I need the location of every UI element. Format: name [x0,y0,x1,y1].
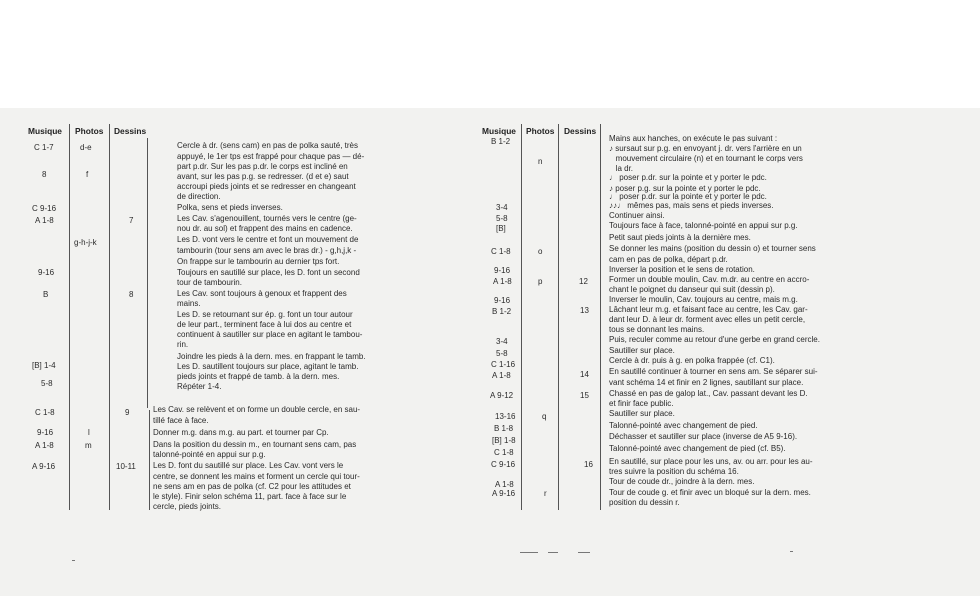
right-line: tous se donnant les mains. [609,325,705,334]
right-line: Talonné-pointé avec changement de pied (cf. B5). [609,444,786,453]
right-line: ♪ sursaut sur p.g. en envoyant j. dr. vers l'arrière en un [609,144,802,153]
right-musique: 9-16 [494,266,511,275]
scan-mark [790,551,793,552]
right-line: Toujours face à face, talonné-pointé en appui sur p.g. [609,221,798,230]
left-musique: 8 [42,170,47,179]
right-line: ♩ poser p.dr. sur la pointe et y porter le pdc. [609,173,767,182]
left-musique: A 1-8 [35,441,54,450]
scan-mark [520,552,538,553]
right-photo: r [544,489,547,498]
right-line: En sautillé continuer à tourner en sens am. Se séparer sui- [609,367,818,376]
left-line: Dans la position du dessin m., en tournant sens cam, pas [153,440,357,449]
left-line: ne sens am en pas de polka (cf. C2 pour les attitudes et [153,482,351,491]
right-musique: 3-4 [496,203,508,212]
right-line: Tour de coude dr., joindre à la dern. mes. [609,477,755,486]
right-musique: 13-16 [495,412,516,421]
right-musique: C 1-16 [491,360,516,369]
left-line: de leur part., terminent face à lui dos au centre et [177,320,352,329]
right-divider-2 [558,124,559,510]
left-line: Donner m.g. dans m.g. au part. et tourner par Cp. [153,428,329,437]
left-photo: d-e [80,143,92,152]
left-line: avant, sur les pas p.g. se redresser. (d et e) saut [177,172,349,181]
scan-mark [578,552,590,553]
left-line: Les D. font du sautillé sur place. Les Cav. vont vers le [153,461,344,470]
right-line: Puis, reculer comme au retour d'une gerbe en grand cercle. [609,335,820,344]
right-line: Talonné-pointé avec changement de pied. [609,421,758,430]
right-divider-1 [521,124,522,510]
right-line: mouvement circulaire (n) et en tournant le corps vers [609,154,803,163]
right-line: vant schéma 14 et finir en 2 lignes, sautillant sur place. [609,378,804,387]
left-musique: 9-16 [38,268,55,277]
right-line: Mains aux hanches, on exécute le pas suivant : [609,134,778,143]
right-musique: B 1-2 [492,307,512,316]
left-photo: g-h-j-k [74,238,97,247]
left-divider-4 [149,410,150,510]
right-line: Inverser la position et le sens de rotation. [609,265,755,274]
right-dessin: 14 [580,370,589,379]
left-line: Joindre les pieds à la dern. mes. en frappant le tamb. [177,352,366,361]
left-line: Toujours en sautillé sur place, les D. font un second [177,268,360,277]
right-line: Former un double moulin, Cav. m.dr. au centre en accro- [609,275,810,284]
right-photo: p [538,277,543,286]
right-header-musique: Musique [482,126,516,136]
left-divider-2 [109,124,110,510]
left-line: Les D. sautillent toujours sur place, agitant le tamb. [177,362,359,371]
right-header-dessins: Dessins [564,126,597,136]
left-musique: A 1-8 [35,216,54,225]
right-musique: [B] [496,224,506,233]
left-divider-3 [147,138,148,408]
right-musique: A 1-8 [495,480,514,489]
right-photo: n [538,157,543,166]
left-line: de direction. [177,192,221,201]
right-musique: A 9-12 [490,391,514,400]
right-dessin: 15 [580,391,589,400]
left-line: Les D. se retournant sur ép. g. font un tour autour [177,310,353,319]
left-musique: C 9-16 [32,204,57,213]
left-line: tambourin (tour sens am avec le bras dr.) - g,h,j,k - [177,246,357,255]
left-divider-1 [69,124,70,510]
left-line: pieds joints et frappé de tamb. à la dern. mes. [177,372,340,381]
right-musique: 5-8 [496,349,508,358]
right-line: Se donner les mains (position du dessin o) et tourner sens [609,244,816,253]
left-line: mains. [177,299,201,308]
right-dessin: 13 [580,306,589,315]
left-header-musique: Musique [28,126,62,136]
left-line: Cercle à dr. (sens cam) en pas de polka sauté, très [177,141,358,150]
left-line: Les Cav. se relèvent et on forme un double cercle, en sau- [153,405,361,414]
right-line: Cercle à dr. puis à g. en polka frappée (cf. C1). [609,356,775,365]
right-dessin: 16 [584,460,593,469]
right-photo: q [542,412,547,421]
right-musique: C 1-8 [494,448,514,457]
right-line: position du dessin r. [609,498,680,507]
left-line: le style). Finir selon schéma 11, part. face à face sur le [153,492,347,501]
right-line: et finir face public. [609,399,674,408]
left-dessin: 10-11 [116,462,136,471]
left-line: Les D. vont vers le centre et font un mouvement de [177,235,359,244]
right-musique: [B] 1-8 [492,436,516,445]
left-photo: l [88,428,90,437]
right-dessin: 12 [579,277,588,286]
left-line: Polka, sens et pieds inverses. [177,203,283,212]
left-line: nou dr. au sol) et frappent des mains en cadence. [177,224,353,233]
scan-mark [548,552,558,553]
left-line: cercle, pieds joints. [153,502,222,511]
left-line: part p.dr. Sur les pas p.dr. le corps est incliné en [177,162,348,171]
right-line: chant le poignet du danseur qui suit (dessin p). [609,285,775,294]
left-musique: C 1-8 [35,408,55,417]
left-line: continuent à sautiller sur place en agitant le tambou- [177,330,363,339]
left-musique: B [43,290,49,299]
right-header-photos: Photos [526,126,555,136]
left-line: Répéter 1-4. [177,382,222,391]
right-musique: A 9-16 [492,489,516,498]
right-line: tres suivre la position du schéma 16. [609,467,739,476]
left-line: talonné-pointé en appui sur p.g. [153,450,266,459]
right-line: Inverser le moulin, Cav. toujours au centre, mais m.g. [609,295,798,304]
right-musique: B 1-2 [491,137,511,146]
right-musique: C 1-8 [491,247,511,256]
right-line: la dr. [609,164,634,173]
right-line: Continuer ainsi. [609,211,665,220]
right-musique: 9-16 [494,296,511,305]
left-musique: A 9-16 [32,462,56,471]
left-photo: f [86,170,89,179]
right-line: ♩ poser p.dr. sur la pointe et y porter le pdc. [609,192,767,201]
right-divider-3 [600,124,601,510]
left-dessin: 8 [129,290,134,299]
left-header-photos: Photos [75,126,104,136]
left-line: Les Cav. s'agenouillent, tournés vers le centre (ge- [177,214,357,223]
right-line: Sautiller sur place. [609,409,675,418]
left-line: tour de tambourin. [177,278,242,287]
right-line: ♪ poser p.g. sur la pointe et y porter le pdc. [609,184,761,193]
right-line: dant leur D. à leur dr. forment avec elles un petit cercle, [609,315,806,324]
left-dessin: 7 [129,216,134,225]
right-line: Lâchant leur m.g. et faisant face au centre, les Cav. gar- [609,305,808,314]
left-musique: 5-8 [41,379,53,388]
left-photo: m [85,441,92,450]
left-line: tillé face à face. [153,416,209,425]
right-photo: o [538,247,543,256]
right-line: Tour de coude g. et finir avec un bloqué sur la dern. mes. [609,488,811,497]
scan-mark [72,560,75,561]
right-musique: A 1-8 [492,371,511,380]
right-line: Chassé en pas de galop lat., Cav. passant devant les D. [609,389,808,398]
right-musique: C 9-16 [491,460,516,469]
right-musique: 5-8 [496,214,508,223]
left-dessin: 9 [125,408,130,417]
right-line: Petit saut pieds joints à la dernière mes. [609,233,751,242]
right-musique: 3-4 [496,337,508,346]
right-line: ♪♪♩ mêmes pas, mais sens et pieds inverses. [609,201,774,210]
right-line: Sautiller sur place. [609,346,675,355]
left-line: Les Cav. sont toujours à genoux et frappent des [177,289,347,298]
left-musique: [B] 1-4 [32,361,56,370]
left-line: accroupi pieds joints et se redresser en changeant [177,182,356,191]
right-line: Déchasser et sautiller sur place (inverse de A5 9-16). [609,432,798,441]
left-line: appuyé, le 1er tps est frappé pour chaque pas — dé- [177,152,365,161]
left-line: On frappe sur le tambourin au dernier tps fort. [177,257,340,266]
left-header-dessins: Dessins [114,126,147,136]
left-line: centre, se donnent les mains et forment un cercle qui tour- [153,472,360,481]
right-line: En sautillé, sur place pour les uns, av. ou arr. pour les au- [609,457,813,466]
left-musique: C 1-7 [34,143,54,152]
right-musique: A 1-8 [493,277,512,286]
right-musique: B 1-8 [494,424,514,433]
left-musique: 9-16 [37,428,54,437]
right-line: cam en pas de polka, départ p.dr. [609,255,728,264]
left-line: rin. [177,340,189,349]
